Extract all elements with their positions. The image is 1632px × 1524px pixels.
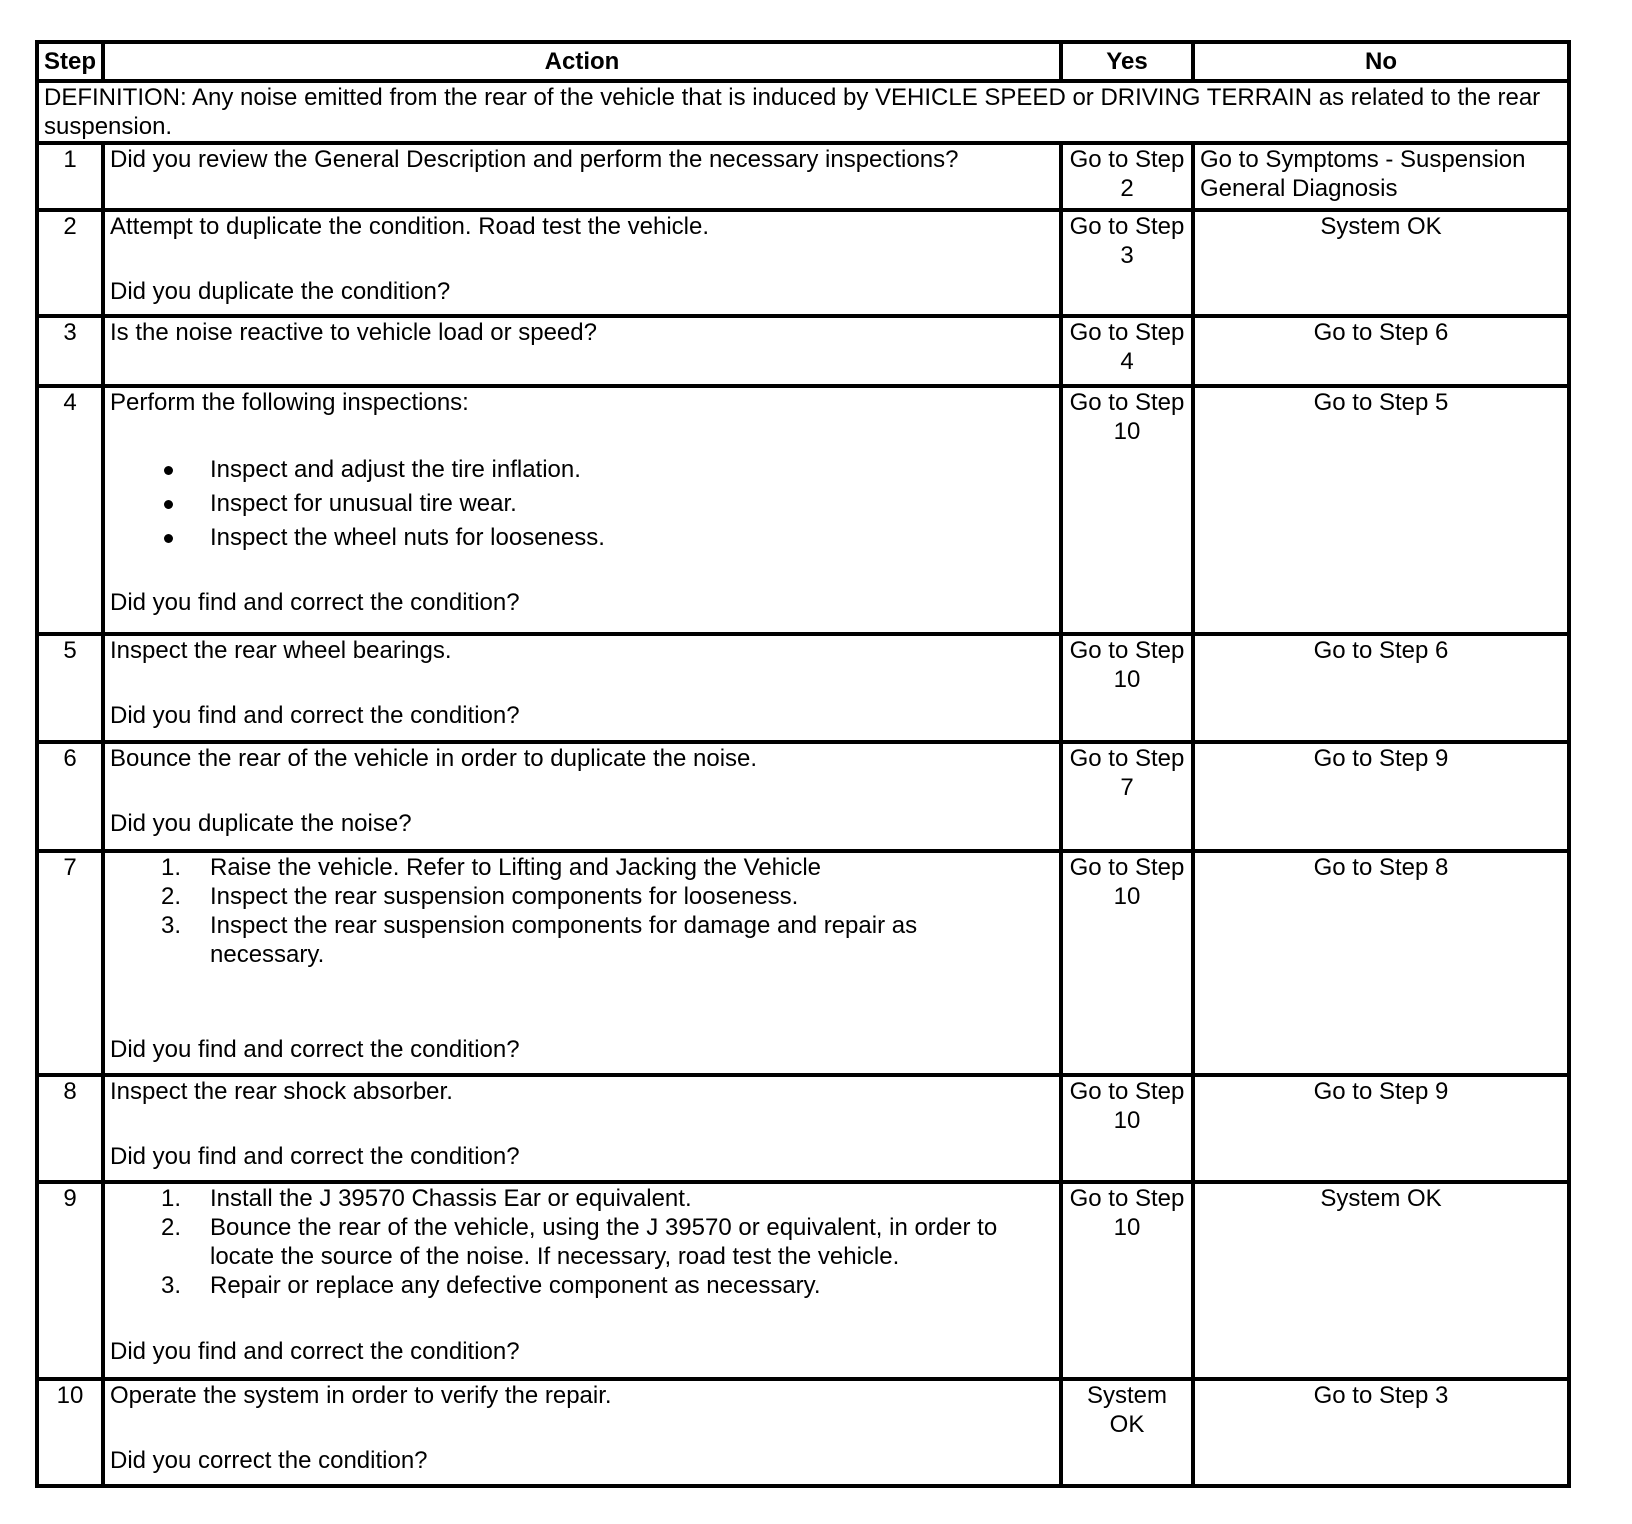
list-number: 2. [161, 1214, 182, 1241]
action-text: Inspect the rear shock absorber. [110, 1078, 453, 1105]
step-number: 8 [37, 1075, 103, 1182]
header-step: Step [37, 42, 103, 81]
table-row [37, 634, 1569, 742]
list-text: Raise the vehicle. Refer to Lifting and Jacking the Vehicle [210, 854, 822, 881]
table-row [37, 210, 1569, 316]
yes-cell: Go to Step 10 [1061, 1182, 1193, 1379]
inspection-list [110, 453, 1054, 555]
yes-cell: Go to Step 7 [1061, 742, 1193, 851]
list-item: Inspect the wheel nuts for looseness. [110, 521, 1054, 555]
step-number: 1 [37, 143, 103, 210]
list-number: 3. [161, 912, 182, 939]
no-cell: System OK [1193, 1182, 1569, 1379]
list-item: Inspect for unusual tire wear. [110, 487, 1054, 521]
step-number: 4 [37, 386, 103, 634]
procedure-list [110, 1184, 1054, 1300]
no-cell: Go to Step 3 [1193, 1379, 1569, 1486]
yes-cell: Go to Step 3 [1061, 210, 1193, 316]
yes-cell: Go to Step 10 [1061, 634, 1193, 742]
no-cell: System OK [1193, 210, 1569, 316]
definition-row [37, 81, 1569, 143]
action-text: Perform the following inspections: [110, 389, 469, 416]
list-item: Inspect and adjust the tire inflation. [110, 453, 1054, 487]
action-cell [103, 1182, 1061, 1379]
yes-cell: Go to Step 2 [1061, 143, 1193, 210]
action-cell [103, 1075, 1061, 1182]
list-text: Bounce the rear of the vehicle, using the J 39570 or equivalent, in order to locate the source of the noise. If necessary, road test the vehicle. [210, 1214, 998, 1270]
list-number: 2. [161, 883, 182, 910]
yes-cell: System OK [1061, 1379, 1193, 1486]
list-number: 1. [161, 854, 182, 881]
list-text: Inspect the rear suspension components for damage and repair as necessary. [210, 912, 918, 968]
action-question: Did you correct the condition? [110, 1447, 428, 1474]
action-question: Did you find and correct the condition? [110, 1036, 520, 1063]
procedure-list [110, 853, 1054, 969]
list-item [110, 1213, 1054, 1271]
list-text: Repair or replace any defective component as necessary. [210, 1272, 821, 1299]
step-number: 3 [37, 316, 103, 386]
list-item [110, 853, 1054, 882]
yes-cell: Go to Step 10 [1061, 386, 1193, 634]
step-number: 7 [37, 851, 103, 1075]
action-text: Operate the system in order to verify the repair. [110, 1382, 612, 1409]
action-cell [103, 634, 1061, 742]
no-cell: Go to Step 9 [1193, 1075, 1569, 1182]
list-text: Install the J 39570 Chassis Ear or equivalent. [210, 1185, 692, 1212]
action-question: Did you find and correct the condition? [110, 1143, 520, 1170]
action-text: Inspect the rear wheel bearings. [110, 637, 452, 664]
action-text: Attempt to duplicate the condition. Road test the vehicle. [110, 213, 710, 240]
action-cell [103, 386, 1061, 634]
step-number: 2 [37, 210, 103, 316]
header-action: Action [103, 42, 1061, 81]
definition-text: DEFINITION: Any noise emitted from the rear of the vehicle that is induced by VEHICLE SPEED or DRIVING TERRAIN as related to the rear suspension. [37, 81, 1569, 143]
no-cell: Go to Step 6 [1193, 316, 1569, 386]
yes-cell: Go to Step 4 [1061, 316, 1193, 386]
table-row [37, 1182, 1569, 1379]
action-text: Is the noise reactive to vehicle load or speed? [110, 319, 597, 346]
action-cell [103, 316, 1061, 386]
table-row [37, 143, 1569, 210]
list-item [110, 1184, 1054, 1213]
step-number: 5 [37, 634, 103, 742]
no-cell: Go to Symptoms - Suspension General Diagnosis [1193, 143, 1569, 210]
list-item [110, 882, 1054, 911]
action-cell [103, 210, 1061, 316]
header-yes: Yes [1061, 42, 1193, 81]
list-item [110, 1271, 1054, 1300]
action-question: Did you duplicate the condition? [110, 278, 451, 305]
action-question: Did you find and correct the condition? [110, 702, 520, 729]
diagnostic-table [35, 40, 1571, 1488]
list-text: Inspect the rear suspension components for looseness. [210, 883, 799, 910]
table-row [37, 851, 1569, 1075]
step-number: 10 [37, 1379, 103, 1486]
table-row [37, 742, 1569, 851]
no-cell: Go to Step 8 [1193, 851, 1569, 1075]
header-row [37, 42, 1569, 81]
action-cell [103, 742, 1061, 851]
no-cell: Go to Step 5 [1193, 386, 1569, 634]
action-cell [103, 851, 1061, 1075]
action-question: Did you duplicate the noise? [110, 810, 412, 837]
table-row [37, 1075, 1569, 1182]
table-row [37, 1379, 1569, 1486]
table-row [37, 316, 1569, 386]
action-text: Bounce the rear of the vehicle in order to duplicate the noise. [110, 745, 758, 772]
step-number: 9 [37, 1182, 103, 1379]
step-number: 6 [37, 742, 103, 851]
list-item [110, 911, 1054, 969]
action-cell [103, 143, 1061, 210]
no-cell: Go to Step 6 [1193, 634, 1569, 742]
yes-cell: Go to Step 10 [1061, 1075, 1193, 1182]
action-text: Did you review the General Description and perform the necessary inspections? [110, 146, 959, 173]
list-number: 1. [161, 1185, 182, 1212]
no-cell: Go to Step 9 [1193, 742, 1569, 851]
action-cell [103, 1379, 1061, 1486]
yes-cell: Go to Step 10 [1061, 851, 1193, 1075]
action-question: Did you find and correct the condition? [110, 1338, 520, 1365]
list-number: 3. [161, 1272, 182, 1299]
action-question: Did you find and correct the condition? [110, 589, 520, 616]
table-row [37, 386, 1569, 634]
header-no: No [1193, 42, 1569, 81]
